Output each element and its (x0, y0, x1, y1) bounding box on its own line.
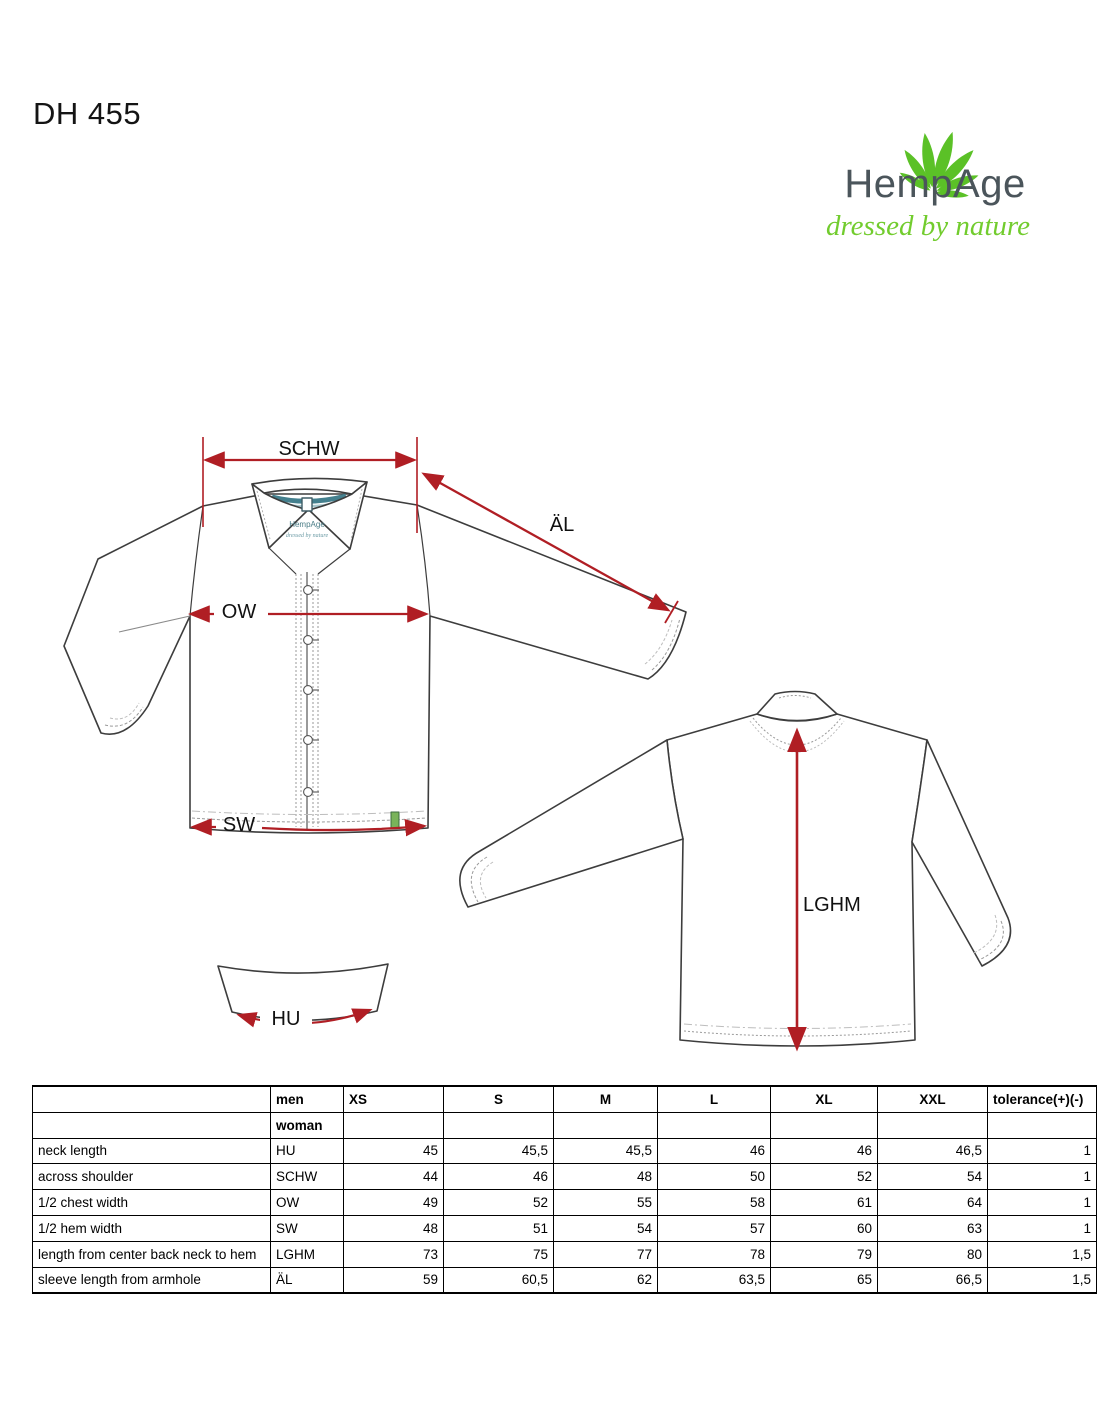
table-cell: 49 (344, 1190, 444, 1216)
table-cell: 63,5 (658, 1267, 771, 1293)
table-cell: 62 (554, 1267, 658, 1293)
lghm-measure-label: LGHM (803, 894, 861, 916)
table-cell: 77 (554, 1241, 658, 1267)
col-header-woman: woman (271, 1112, 344, 1138)
table-row (33, 1267, 1097, 1293)
row-code: ÄL (271, 1267, 344, 1293)
table-cell: 54 (878, 1164, 988, 1190)
table-subheader-row (33, 1112, 1097, 1138)
col-header-xs: XS (344, 1086, 444, 1112)
table-cell: 79 (771, 1241, 878, 1267)
table-cell (988, 1112, 1097, 1138)
col-header-men: men (271, 1086, 344, 1112)
table-cell (33, 1112, 271, 1138)
table-cell: 1 (988, 1138, 1097, 1164)
garment-label-tagline: dressed by nature (285, 533, 329, 539)
table-cell: 64 (878, 1190, 988, 1216)
table-cell: 63 (878, 1215, 988, 1241)
table-cell: 60 (771, 1215, 878, 1241)
table-cell: 1,5 (988, 1241, 1097, 1267)
ael-measure-label: ÄL (549, 514, 575, 536)
row-label: 1/2 chest width (33, 1190, 271, 1216)
schw-measure-label: SCHW (278, 438, 340, 460)
table-cell: 45,5 (554, 1138, 658, 1164)
sw-measure-label: SW (222, 814, 256, 836)
table-cell: 57 (658, 1215, 771, 1241)
hu-measure-label: HU (260, 1008, 312, 1031)
back-view-drawing (460, 692, 1011, 1047)
table-cell: 46 (444, 1164, 554, 1190)
table-cell: 52 (444, 1190, 554, 1216)
table-cell: 1,5 (988, 1267, 1097, 1293)
table-cell: 75 (444, 1241, 554, 1267)
table-cell (444, 1112, 554, 1138)
table-cell: 73 (344, 1241, 444, 1267)
col-header-tolerance: tolerance(+)(-) (988, 1086, 1097, 1112)
table-cell: 58 (658, 1190, 771, 1216)
table-cell: 46 (658, 1138, 771, 1164)
table-cell: 51 (444, 1215, 554, 1241)
table-cell: 50 (658, 1164, 771, 1190)
garment-label-brand: HempAge (289, 520, 325, 529)
row-code: SW (271, 1215, 344, 1241)
size-tag (302, 498, 312, 511)
col-header-l: L (658, 1086, 771, 1112)
table-row (33, 1241, 1097, 1267)
table-cell (878, 1112, 988, 1138)
table-cell: 46 (771, 1138, 878, 1164)
row-label: across shoulder (33, 1164, 271, 1190)
row-label: 1/2 hem width (33, 1215, 271, 1241)
table-cell: 45 (344, 1138, 444, 1164)
row-code: LGHM (271, 1241, 344, 1267)
back-collar (757, 692, 837, 721)
table-cell: 59 (344, 1267, 444, 1293)
table-cell: 55 (554, 1190, 658, 1216)
ow-measure-label: OW (221, 601, 257, 623)
table-cell (33, 1086, 271, 1112)
col-header-m: M (554, 1086, 658, 1112)
hem-tag (391, 812, 399, 828)
front-shirt-outline (64, 494, 686, 833)
table-cell: 48 (554, 1164, 658, 1190)
row-code: HU (271, 1138, 344, 1164)
table-row (33, 1190, 1097, 1216)
table-cell: 60,5 (444, 1267, 554, 1293)
table-cell (344, 1112, 444, 1138)
table-cell (658, 1112, 771, 1138)
table-cell: 1 (988, 1190, 1097, 1216)
back-left-sleeve (460, 740, 683, 907)
row-code: OW (271, 1190, 344, 1216)
row-label: sleeve length from armhole (33, 1267, 271, 1293)
table-row (33, 1138, 1097, 1164)
table-cell: 65 (771, 1267, 878, 1293)
table-cell: 54 (554, 1215, 658, 1241)
table-cell: 66,5 (878, 1267, 988, 1293)
table-row (33, 1215, 1097, 1241)
logo-brand-text: HempAge (844, 162, 1026, 206)
row-code: SCHW (271, 1164, 344, 1190)
row-label: length from center back neck to hem (33, 1241, 271, 1267)
table-cell: 52 (771, 1164, 878, 1190)
table-cell: 1 (988, 1215, 1097, 1241)
table-cell: 80 (878, 1241, 988, 1267)
col-header-xxl: XXL (878, 1086, 988, 1112)
table-cell (771, 1112, 878, 1138)
table-header-row (33, 1086, 1097, 1112)
table-cell: 1 (988, 1164, 1097, 1190)
col-header-xl: XL (771, 1086, 878, 1112)
table-cell: 48 (344, 1215, 444, 1241)
page-title: DH 455 (33, 96, 142, 131)
size-table (32, 1085, 1097, 1294)
table-cell: 46,5 (878, 1138, 988, 1164)
col-header-s: S (444, 1086, 554, 1112)
table-cell (554, 1112, 658, 1138)
table-cell: 44 (344, 1164, 444, 1190)
table-cell: 78 (658, 1241, 771, 1267)
table-cell: 45,5 (444, 1138, 554, 1164)
table-cell: 61 (771, 1190, 878, 1216)
row-label: neck length (33, 1138, 271, 1164)
logo-tagline-text: dressed by nature (825, 210, 1031, 242)
table-row (33, 1164, 1097, 1190)
